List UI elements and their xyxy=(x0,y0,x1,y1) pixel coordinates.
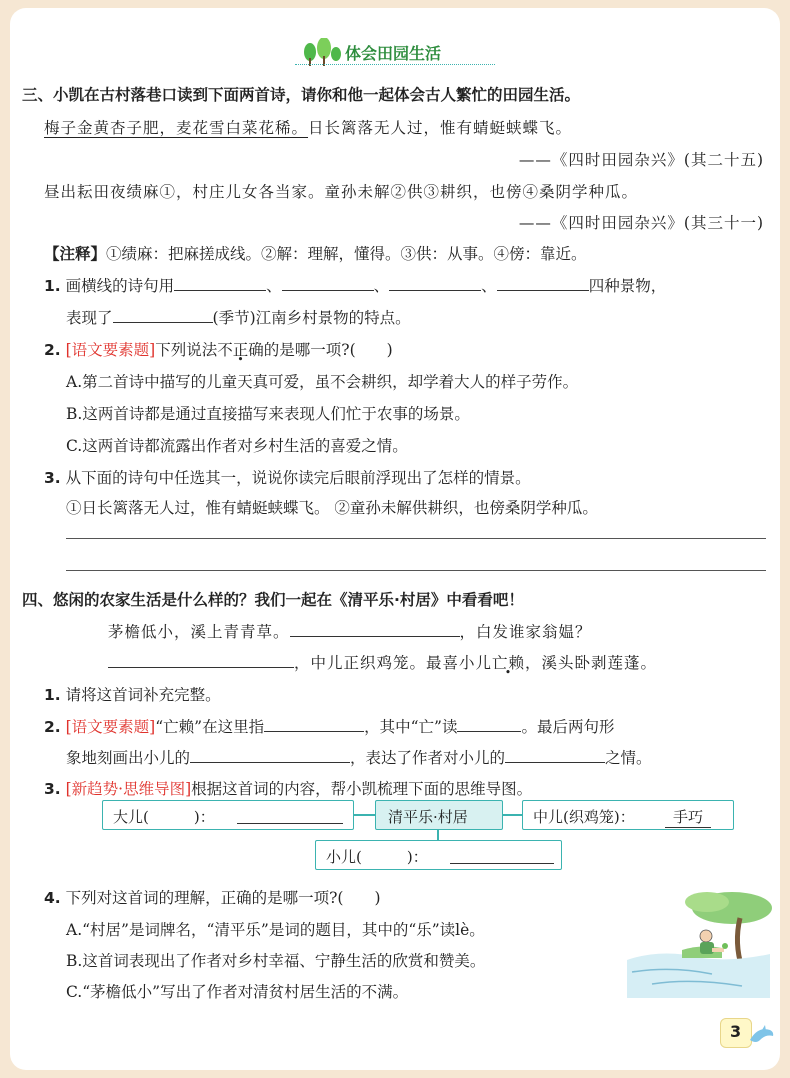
poem1-rest: 日长篱落无人过，惟有蜻蜓蛱蝶飞。 xyxy=(308,119,573,137)
s3-q1-sep: 、 xyxy=(481,277,497,295)
notes-label: 【注释】 xyxy=(44,245,107,263)
section3-poem2: 昼出耘田夜绩麻①，村庄儿女各当家。童孙未解②供③耕织，也傍④桑阴学种瓜。 xyxy=(44,183,639,201)
page-number: 3 xyxy=(730,1022,742,1041)
mindmap-bottom-label: 小儿( )： xyxy=(326,848,428,866)
s4-q4-text: 下列对这首词的理解，正确的是哪一项?( ) xyxy=(65,889,381,907)
s4-q2-text-d: 象地刻画出小儿的 xyxy=(66,749,191,767)
mindmap-center-label: 清平乐·村居 xyxy=(388,808,468,826)
s4-q2-tag: [语文要素题] xyxy=(65,718,156,736)
s3-q1-number: 1. xyxy=(44,277,61,295)
s4-q3-number: 3. xyxy=(44,780,61,798)
s4-q1 xyxy=(44,683,221,705)
mindmap-node-left xyxy=(102,800,354,830)
header-title: 体会田园生活 xyxy=(345,44,442,63)
s4-poem-line2-a: ，中儿正织鸡笼。最喜小儿 xyxy=(294,654,493,672)
s4-q2-line1 xyxy=(44,715,614,737)
mindmap-node-right xyxy=(522,800,734,830)
s4-q3 xyxy=(44,777,532,799)
s4-poem-blank-2[interactable] xyxy=(108,653,294,668)
s4-q1-text: 请将这首词补充完整。 xyxy=(65,686,221,704)
mindmap-connector-left xyxy=(353,814,375,816)
s4-poem-blank-1[interactable] xyxy=(290,622,460,637)
s3-q1-blank-4[interactable] xyxy=(497,276,589,291)
s3-q2-number: 2. xyxy=(44,341,61,359)
s4-q2-blank-meaning[interactable] xyxy=(264,717,364,732)
s4-q4-number: 4. xyxy=(44,889,61,907)
s3-q1-text-a: 画横线的诗句用 xyxy=(65,277,175,295)
worksheet-page xyxy=(10,8,780,1070)
s3-q3-choices: ①日长篱落无人过，惟有蜻蜓蛱蝶飞。 ②童孙未解供耕织，也傍桑阴学种瓜。 xyxy=(66,499,598,517)
s4-q2-blank-pinyin[interactable] xyxy=(457,717,521,732)
s4-poem-line1-a: 茅檐低小，溪上青青草。 xyxy=(108,623,290,641)
s3-q2 xyxy=(44,338,393,360)
s3-q3 xyxy=(44,466,531,488)
s4-q3-tag: [新趋势·思维导图] xyxy=(65,780,192,798)
s3-q1-sep: 、 xyxy=(266,277,282,295)
s4-q2-text-e: ，表达了作者对小儿的 xyxy=(350,749,506,767)
s3-q1-blank-3[interactable] xyxy=(389,276,481,291)
s4-poem-line2-b: ，溪头卧剥莲蓬。 xyxy=(525,654,658,672)
s4-poem-line1 xyxy=(108,620,592,642)
s3-q1-text-d: (季节)江南乡村景物的特点。 xyxy=(212,309,411,327)
s3-q1-text-b: 四种景物， xyxy=(588,277,667,295)
s3-q3-answer-line-1[interactable] xyxy=(66,538,766,539)
poem1-underlined: 梅子金黄杏子肥，麦花雪白菜花稀。 xyxy=(44,119,309,137)
section4-heading: 四、悠闲的农家生活是什么样的？我们一起在《清平乐·村居》中看看吧！ xyxy=(22,591,524,609)
s4-q2-number: 2. xyxy=(44,718,61,736)
s4-q1-number: 1. xyxy=(44,686,61,704)
s3-q1-text-c: 表现了 xyxy=(66,309,113,327)
s3-q2-option-c: C.这两首诗都流露出作者对乡村生活的喜爱之情。 xyxy=(66,437,408,455)
s4-q4-option-b: B.这首词表现出了作者对乡村幸福、宁静生活的欣赏和赞美。 xyxy=(66,952,486,970)
notes-text: ①绩麻：把麻搓成线。②解：理解，懂得。③供：从事。④傍：靠近。 xyxy=(106,245,587,263)
s3-q2-option-a: A.第二首诗中描写的儿童天真可爱，虽不会耕织，却学着大人的样子劳作。 xyxy=(66,373,579,391)
s4-q3-text: 根据这首词的内容，帮小凯梳理下面的思维导图。 xyxy=(191,780,533,798)
mindmap-node-center xyxy=(375,800,503,830)
s3-q1-sep: 、 xyxy=(373,277,390,295)
s3-q3-number: 3. xyxy=(44,469,61,487)
s3-q3-text: 从下面的诗句中任选其一，说说你读完后眼前浮现出了怎样的情景。 xyxy=(65,469,531,487)
s3-q2-option-b: B.这两首诗都是通过直接描写来表现人们忙于农事的场景。 xyxy=(66,405,470,423)
s3-q3-answer-line-2[interactable] xyxy=(66,570,766,571)
s4-q4 xyxy=(44,886,381,908)
s3-q2-tag: [语文要素题] xyxy=(65,341,156,359)
mindmap-bottom-blank[interactable] xyxy=(450,849,554,864)
s4-q2-text-f: 之情。 xyxy=(605,749,652,767)
s3-q1-line2 xyxy=(66,306,411,328)
s3-q1-blank-season[interactable] xyxy=(113,308,213,323)
s3-q1-blank-1[interactable] xyxy=(174,276,266,291)
section3-heading: 三、小凯在古村落巷口读到下面两首诗，请你和他一起体会古人繁忙的田园生活。 xyxy=(22,86,581,104)
mindmap-right-answer: 手巧 xyxy=(665,806,711,828)
header-tree-icon xyxy=(300,38,342,70)
s4-poem-line1-b: ，白发谁家翁媪？ xyxy=(459,623,592,641)
s4-q2-blank-character[interactable] xyxy=(190,748,350,763)
s4-q2-blank-feeling[interactable] xyxy=(505,748,605,763)
s4-poem-emphasis: 亡赖 xyxy=(492,654,526,672)
s3-q2-emphasis: 不正确 xyxy=(217,341,264,359)
s4-poem-line2 xyxy=(108,651,657,673)
s3-q1-line1 xyxy=(44,274,666,296)
header-divider xyxy=(295,64,495,65)
s3-q2-text-b: 的是哪一项?( ) xyxy=(263,341,393,359)
village-child-illustration xyxy=(622,888,772,1002)
s4-q4-option-c: C.“茅檐低小”写出了作者对清贫村居生活的不满。 xyxy=(66,983,409,1001)
s4-q4-option-a: A.“村居”是词牌名，“清平乐”是词的题目，其中的“乐”读lè。 xyxy=(66,921,485,939)
poem1-source: ——《四时田园杂兴》(其二十五) xyxy=(518,151,764,169)
s4-q2-line2 xyxy=(66,746,652,768)
s4-q2-text-b: ，其中“亡”读 xyxy=(364,718,458,736)
dolphin-icon xyxy=(748,1024,776,1052)
mindmap-connector-right xyxy=(502,814,522,816)
notes xyxy=(44,242,587,264)
mindmap-node-bottom xyxy=(315,840,562,870)
mindmap-right-label: 中儿(织鸡笼)： xyxy=(533,808,635,826)
mindmap-left-label: 大儿( )： xyxy=(113,808,215,826)
poem2-source: ——《四时田园杂兴》(其三十一) xyxy=(518,214,764,232)
s4-q2-text-c: 。最后两句形 xyxy=(521,718,615,736)
s4-q2-text-a: “亡赖”在这里指 xyxy=(155,718,265,736)
section3-poem1 xyxy=(44,116,572,138)
s3-q1-blank-2[interactable] xyxy=(282,276,374,291)
s3-q2-text-a: 下列说法 xyxy=(155,341,218,359)
mindmap-left-blank[interactable] xyxy=(237,809,343,824)
